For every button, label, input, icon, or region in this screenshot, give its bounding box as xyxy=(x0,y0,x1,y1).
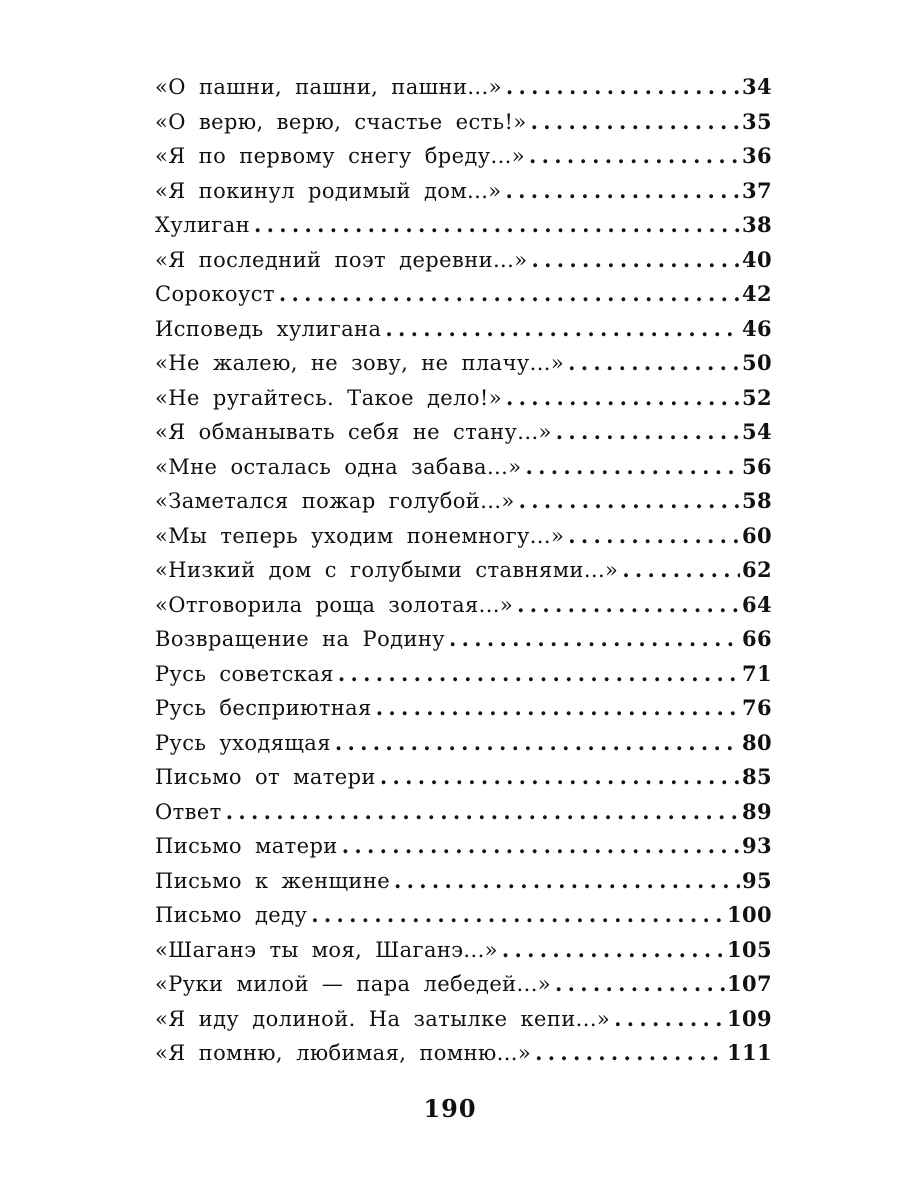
toc-entry xyxy=(155,967,772,1002)
toc-entry-page: 46 xyxy=(741,315,772,341)
toc-entry-title: «О пашни, пашни, пашни...» xyxy=(155,75,502,99)
dot-leader xyxy=(531,243,740,278)
dot-leader xyxy=(335,726,740,761)
dot-leader xyxy=(568,346,740,381)
toc-entry xyxy=(155,898,772,933)
toc-entry-page: 93 xyxy=(741,833,772,858)
toc-entry-page: 85 xyxy=(741,764,772,789)
dot-leader xyxy=(568,519,740,554)
dot-leader xyxy=(380,760,740,795)
toc-entry-page: 109 xyxy=(726,1005,772,1031)
toc-entry-title: «Я по первому снегу бреду...» xyxy=(155,144,525,168)
toc-entry xyxy=(155,105,772,140)
toc-entry-page: 50 xyxy=(741,350,772,375)
toc-entry xyxy=(155,864,772,899)
table-of-contents xyxy=(155,70,772,1071)
toc-entry-title: «Я иду долиной. На затылке кепи...» xyxy=(155,1006,611,1031)
dot-leader xyxy=(519,484,740,519)
toc-entry-title: Сорокоуст xyxy=(155,282,275,306)
dot-leader xyxy=(226,795,740,830)
dot-leader xyxy=(342,829,740,864)
toc-entry-title: Хулиган xyxy=(155,213,250,237)
toc-entry xyxy=(155,277,772,312)
toc-entry xyxy=(155,484,772,519)
dot-leader xyxy=(279,277,740,312)
toc-entry-page: 58 xyxy=(741,488,772,513)
toc-entry-title: Исповедь хулигана xyxy=(155,316,382,341)
toc-entry-title: «Я покинул родимый дом...» xyxy=(155,178,502,203)
toc-entry xyxy=(155,381,772,416)
toc-entry-title: «Мы теперь уходим понемногу...» xyxy=(155,523,565,548)
dot-leader xyxy=(556,415,740,450)
toc-entry-title: «Я последний поэт деревни...» xyxy=(155,247,528,272)
toc-entry-page: 111 xyxy=(726,1040,772,1065)
toc-entry xyxy=(155,795,772,830)
toc-entry xyxy=(155,415,772,450)
toc-entry-page: 95 xyxy=(741,867,772,893)
toc-entry-page: 64 xyxy=(741,591,772,617)
dot-leader xyxy=(376,691,740,726)
page-number: 190 xyxy=(423,1094,477,1123)
toc-entry xyxy=(155,346,772,381)
toc-entry-title: Русь бесприютная xyxy=(155,696,372,720)
toc-entry-title: Письмо матери xyxy=(155,834,338,858)
toc-entry xyxy=(155,622,772,657)
dot-leader xyxy=(555,967,725,1002)
toc-entry xyxy=(155,519,772,554)
dot-leader xyxy=(502,933,725,968)
dot-leader xyxy=(622,553,740,588)
toc-entry xyxy=(155,553,772,588)
toc-entry-title: «Шаганэ ты моя, Шаганэ...» xyxy=(155,937,498,962)
toc-entry-page: 40 xyxy=(741,246,772,272)
toc-entry-page: 54 xyxy=(741,419,772,444)
toc-entry-page: 37 xyxy=(741,177,772,203)
dot-leader xyxy=(506,174,740,209)
toc-entry-title: Возвращение на Родину xyxy=(155,627,446,651)
toc-entry-page: 100 xyxy=(726,902,772,927)
dot-leader xyxy=(535,1036,725,1071)
dot-leader xyxy=(531,105,740,140)
dot-leader xyxy=(506,381,740,416)
toc-entry xyxy=(155,312,772,347)
toc-entry-page: 38 xyxy=(741,212,772,237)
toc-entry-page: 34 xyxy=(741,74,772,99)
dot-leader xyxy=(311,898,725,933)
toc-entry-page: 35 xyxy=(741,108,772,134)
toc-entry xyxy=(155,691,772,726)
dot-leader xyxy=(517,588,740,623)
toc-entry-title: Русь советская xyxy=(155,661,334,686)
dot-leader xyxy=(338,657,740,692)
toc-entry xyxy=(155,208,772,243)
dot-leader xyxy=(394,864,740,899)
toc-entry xyxy=(155,1036,772,1071)
dot-leader xyxy=(614,1002,725,1037)
toc-entry-title: Письмо от матери xyxy=(155,765,376,789)
toc-entry-title: «Отговорила роща золотая...» xyxy=(155,592,514,617)
toc-entry xyxy=(155,933,772,968)
dot-leader xyxy=(525,450,740,485)
toc-entry xyxy=(155,70,772,105)
toc-entry-title: Русь уходящая xyxy=(155,730,331,755)
toc-entry xyxy=(155,450,772,485)
dot-leader xyxy=(529,139,740,174)
toc-entry-page: 56 xyxy=(741,453,772,479)
toc-entry-page: 60 xyxy=(741,522,772,548)
toc-entry xyxy=(155,1002,772,1037)
toc-entry xyxy=(155,726,772,761)
toc-entry xyxy=(155,760,772,795)
toc-entry-page: 89 xyxy=(741,798,772,824)
toc-entry-title: Письмо к женщине xyxy=(155,868,391,893)
toc-entry-page: 66 xyxy=(741,626,772,651)
toc-entry-title: «Я помню, любимая, помню...» xyxy=(155,1041,532,1065)
toc-entry-title: «О верю, верю, счастье есть!» xyxy=(155,109,527,134)
toc-entry-page: 71 xyxy=(741,660,772,686)
toc-entry xyxy=(155,243,772,278)
toc-entry xyxy=(155,139,772,174)
toc-entry-page: 80 xyxy=(741,729,772,755)
toc-entry-title: «Низкий дом с голубыми ставнями...» xyxy=(155,558,619,582)
dot-leader xyxy=(385,312,740,347)
toc-entry-page: 36 xyxy=(741,143,772,168)
toc-entry-title: «Не жалею, не зову, не плачу...» xyxy=(155,351,565,375)
toc-entry-title: «Я обманывать себя не стану...» xyxy=(155,420,552,444)
dot-leader xyxy=(506,70,740,105)
toc-entry-page: 76 xyxy=(741,695,772,720)
toc-entry-page: 107 xyxy=(726,971,772,996)
toc-entry xyxy=(155,829,772,864)
dot-leader xyxy=(449,622,740,657)
toc-entry xyxy=(155,588,772,623)
toc-entry-page: 42 xyxy=(741,281,772,306)
toc-entry-title: «Мне осталась одна забава...» xyxy=(155,454,522,479)
dot-leader xyxy=(254,208,740,243)
toc-entry-page: 62 xyxy=(741,557,772,582)
toc-entry xyxy=(155,657,772,692)
toc-entry-page: 52 xyxy=(741,384,772,410)
toc-entry-title: Письмо деду xyxy=(155,903,308,927)
toc-entry xyxy=(155,174,772,209)
toc-entry-title: Ответ xyxy=(155,799,222,824)
toc-entry-title: «Заметался пожар голубой...» xyxy=(155,489,515,513)
toc-entry-title: «Не ругайтесь. Такое дело!» xyxy=(155,385,502,410)
toc-entry-page: 105 xyxy=(726,936,772,962)
toc-entry-title: «Руки милой — пара лебедей...» xyxy=(155,972,552,996)
